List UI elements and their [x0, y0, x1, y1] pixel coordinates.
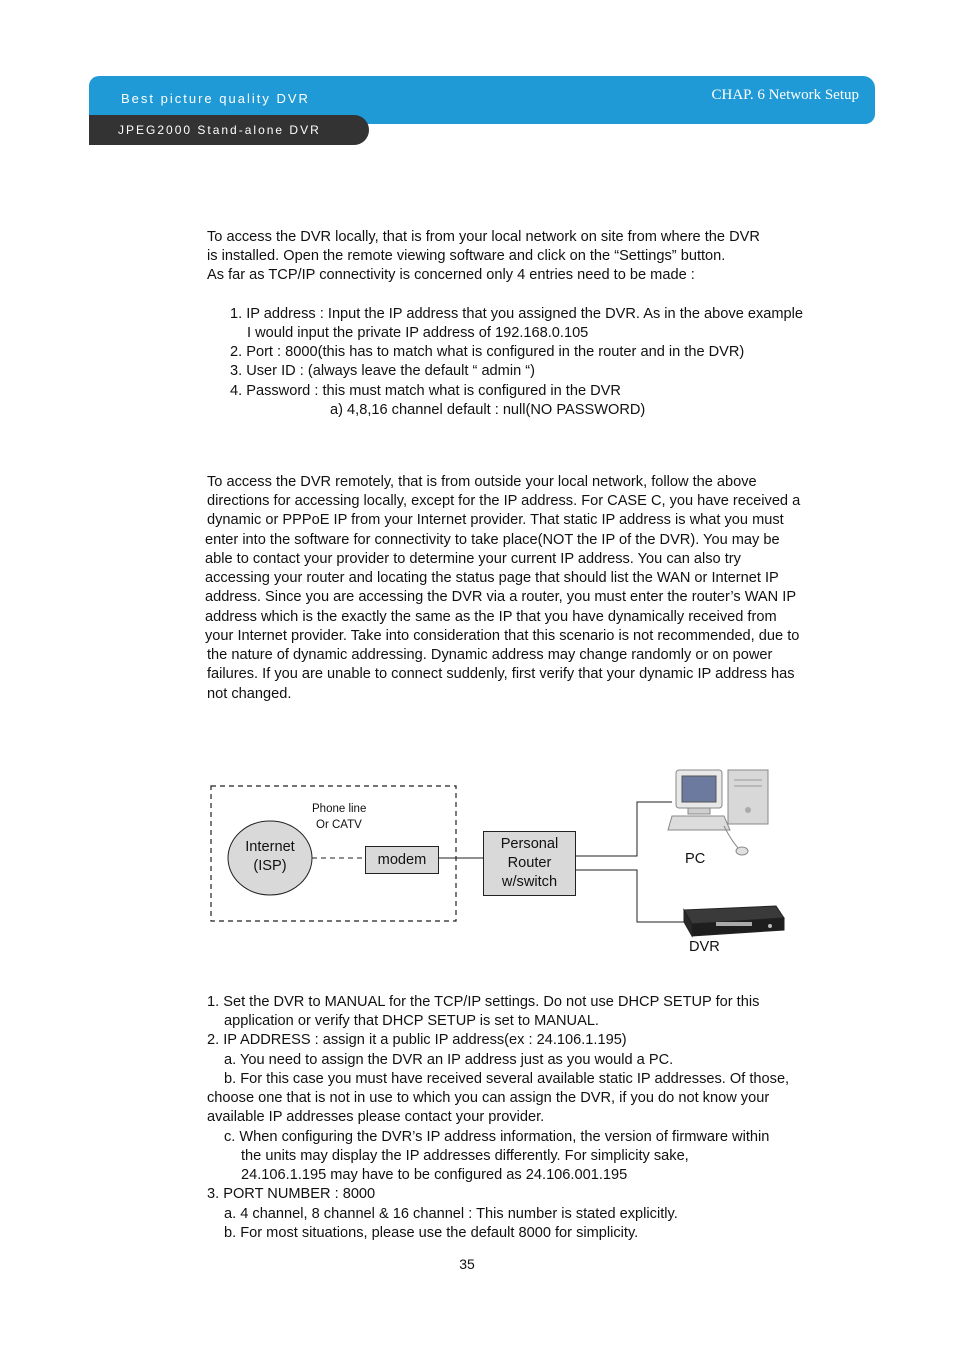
router-pc-link: [576, 802, 672, 856]
local-list-item: 1. IP address : Input the IP address that you assigned the DVR. As in the above example: [230, 306, 804, 322]
remote-line: address. Since you are accessing the DVR via a router, you must enter the router’s WAN IP: [205, 589, 797, 605]
remote-line: enter into the software for connectivity to take place(NOT the IP of the DVR). You may be: [205, 532, 780, 548]
router-label: w/switch: [501, 874, 558, 890]
step-line: the units may display the IP addresses differently. For simplicity sake,: [241, 1148, 689, 1164]
page-number: 35: [459, 1256, 475, 1272]
remote-line: address which is the exactly the same as the IP that you have dynamically received from: [205, 609, 777, 625]
remote-line: To access the DVR remotely, that is from outside your local network, follow the above: [207, 474, 757, 490]
router-box: [483, 831, 576, 896]
remote-line: failures. If you are unable to connect suddenly, first verify that your dynamic IP address has: [207, 666, 795, 682]
chapter-title: CHAP. 6 Network Setup: [711, 87, 859, 103]
step-line: available IP addresses please contact your provider.: [207, 1109, 545, 1125]
step-line: choose one that is not in use to which you can assign the DVR, if you do not know your: [207, 1090, 770, 1106]
router-label: Personal: [500, 836, 559, 852]
local-list-item: I would input the private IP address of 192.168.0.105: [247, 325, 589, 341]
step-line: application or verify that DHCP SETUP is set to MANUAL.: [224, 1013, 599, 1029]
pc-label: PC: [685, 851, 706, 867]
remote-line: directions for accessing locally, except for the IP address. For CASE C, you have received a: [207, 493, 801, 509]
phone-line-label: Or CATV: [316, 819, 362, 831]
local-intro-line: is installed. Open the remote viewing software and click on the “Settings” button.: [207, 248, 726, 264]
step-line: b. For this case you must have received several available static IP addresses. Of those,: [224, 1071, 790, 1087]
local-intro-line: As far as TCP/IP connectivity is concerned only 4 entries need to be made :: [207, 267, 695, 283]
local-list-item: a) 4,8,16 channel default : null(NO PASSWORD): [330, 402, 646, 418]
step-line: 24.106.1.195 may have to be configured as 24.106.001.195: [241, 1167, 628, 1183]
remote-line: dynamic or PPPoE IP from your Internet provider. That static IP address is what you must: [207, 512, 784, 528]
remote-line: the nature of dynamic addressing. Dynamic address may change randomly or on power: [207, 647, 773, 663]
remote-line: able to contact your provider to determine your current IP address. You can also try: [205, 551, 741, 567]
local-list-item: 3. User ID : (always leave the default “ admin “): [230, 363, 535, 379]
step-line: c. When configuring the DVR’s IP address information, the version of firmware within: [224, 1129, 770, 1145]
dvr-icon: [684, 906, 784, 936]
step-line: a. 4 channel, 8 channel & 16 channel : This number is stated explicitly.: [224, 1206, 678, 1222]
internet-label: (ISP): [253, 858, 287, 874]
remote-line: not changed.: [207, 686, 292, 702]
internet-label: Internet: [245, 839, 295, 855]
pc-icon: [668, 770, 768, 855]
remote-line: your Internet provider. Take into consideration that this scenario is not recommended, due to: [205, 628, 800, 644]
local-list-item: 4. Password : this must match what is configured in the DVR: [230, 383, 621, 399]
dvr-label: DVR: [689, 939, 720, 955]
step-line: a. You need to assign the DVR an IP address just as you would a PC.: [224, 1052, 674, 1068]
step-line: 3. PORT NUMBER : 8000: [207, 1186, 376, 1202]
phone-line-label: Phone line: [312, 803, 367, 815]
step-line: 1. Set the DVR to MANUAL for the TCP/IP settings. Do not use DHCP SETUP for this: [207, 994, 760, 1010]
router-label: Router: [507, 855, 552, 871]
modem-box: modem: [365, 846, 439, 874]
local-list-item: 2. Port : 8000(this has to match what is configured in the router and in the DVR): [230, 344, 745, 360]
step-line: b. For most situations, please use the default 8000 for simplicity.: [224, 1225, 639, 1241]
header-tagline: Best picture quality DVR: [121, 91, 310, 106]
remote-line: accessing your router and locating the status page that should list the WAN or Internet IP: [205, 570, 779, 586]
step-line: 2. IP ADDRESS : assign it a public IP address(ex : 24.106.1.195): [207, 1032, 627, 1048]
local-intro-line: To access the DVR locally, that is from your local network on site from where the DVR: [207, 229, 760, 245]
header-subline: JPEG2000 Stand-alone DVR: [118, 123, 321, 137]
router-dvr-link: [576, 870, 684, 922]
